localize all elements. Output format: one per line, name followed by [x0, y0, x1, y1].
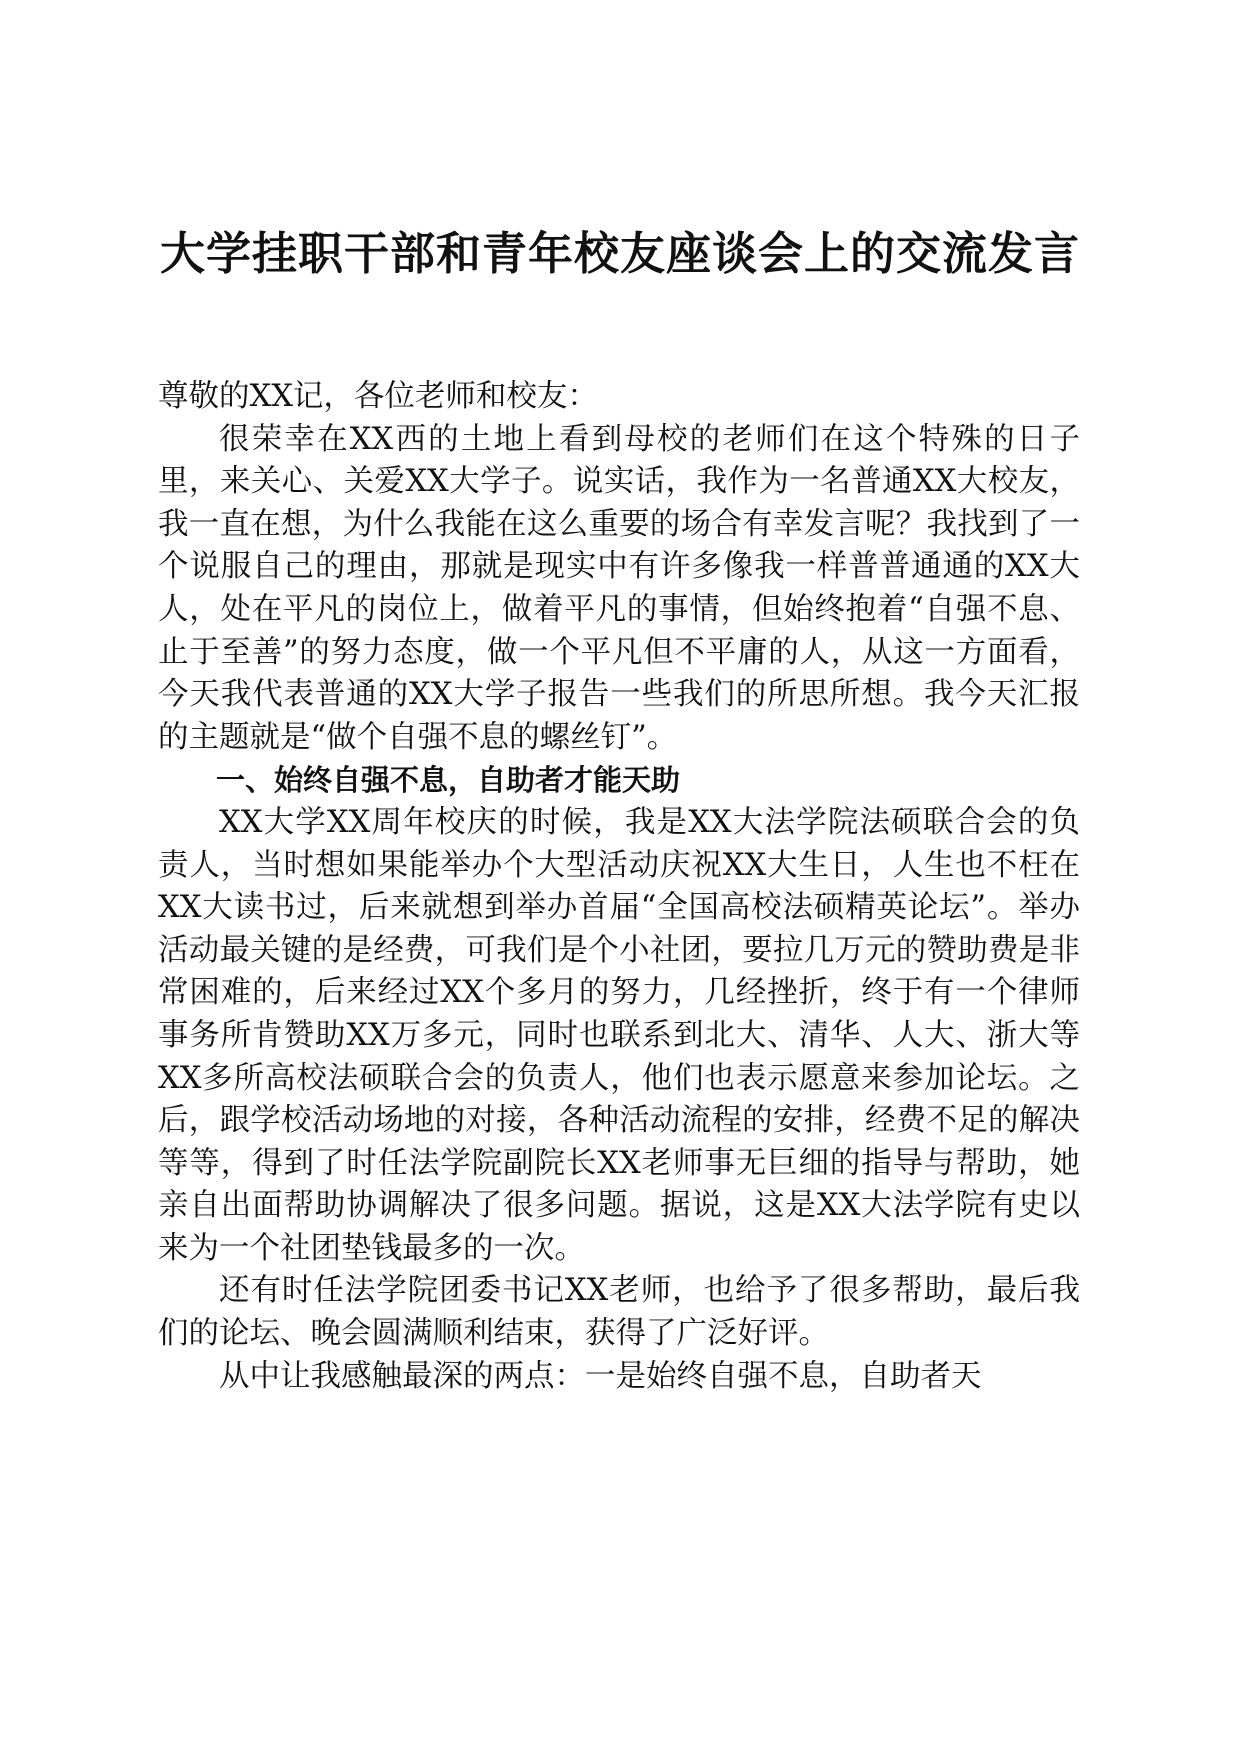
paragraph-section1-1: XX大学XX周年校庆的时候，我是XX大法学院法硕联合会的负责人，当时想如果能举办个大型活动庆祝XX大生日，人生也不枉在XX大读书过，后来就想到举办首届“全国高校法硕精英论坛”。举办活动最关键的是经费，可我们是个小社团，要拉几万元的赞助费是非常困难的，后来经过XX个多月的努力，几经挫折，终于有一个律师事务所肯赞助XX万多元，同时也联系到北大、清华、人大、浙大等XX多所高校法硕联合会的负责人，他们也表示愿意来参加论坛。之后，跟学校活动场地的对接，各种活动流程的安排，经费不足的解决等等，得到了时任法学院副院长XX老师事无巨细的指导与帮助，她亲自出面帮助协调解决了很多问题。据说，这是XX大法学院有史以来为一个社团垫钱最多的一次。 [158, 804, 1080, 1266]
salutation: 尊敬的XX记，各位老师和校友： [158, 379, 598, 414]
paragraph-section1-2: 还有时任法学院团委书记XX老师，也给予了很多帮助，最后我们的论坛、晚会圆满顺利结束，获得了广泛好评。 [158, 1273, 1080, 1352]
document-title: 大学挂职干部和青年校友座谈会上的交流发言 [159, 227, 1080, 280]
section-heading-1: 一、始终自强不息，自助者才能天助 [216, 763, 681, 798]
paragraph-section1-3: 从中让我感触最深的两点：一是始终自强不息，自助者天 [219, 1358, 982, 1394]
paragraph-intro: 很荣幸在XX西的土地上看到母校的老师们在这个特殊的日子里，来关心、关爱XX大学子。说实话，我作为一名普通XX大校友，我一直在想，为什么我能在这么重要的场合有幸发言呢？我找到了一个说服自己的理由，那就是现实中有许多像我一样普普通通的XX大人，处在平凡的岗位上，做着平凡的事情，但始终抱着“自强不息、止于至善”的努力态度，做一个平凡但不平庸的人，从这一方面看，今天我代表普通的XX大学子报告一些我们的所思所想。我今天汇报的主题就是“做个自强不息的螺丝钉”。 [158, 421, 1080, 755]
document-body [158, 376, 1080, 1398]
